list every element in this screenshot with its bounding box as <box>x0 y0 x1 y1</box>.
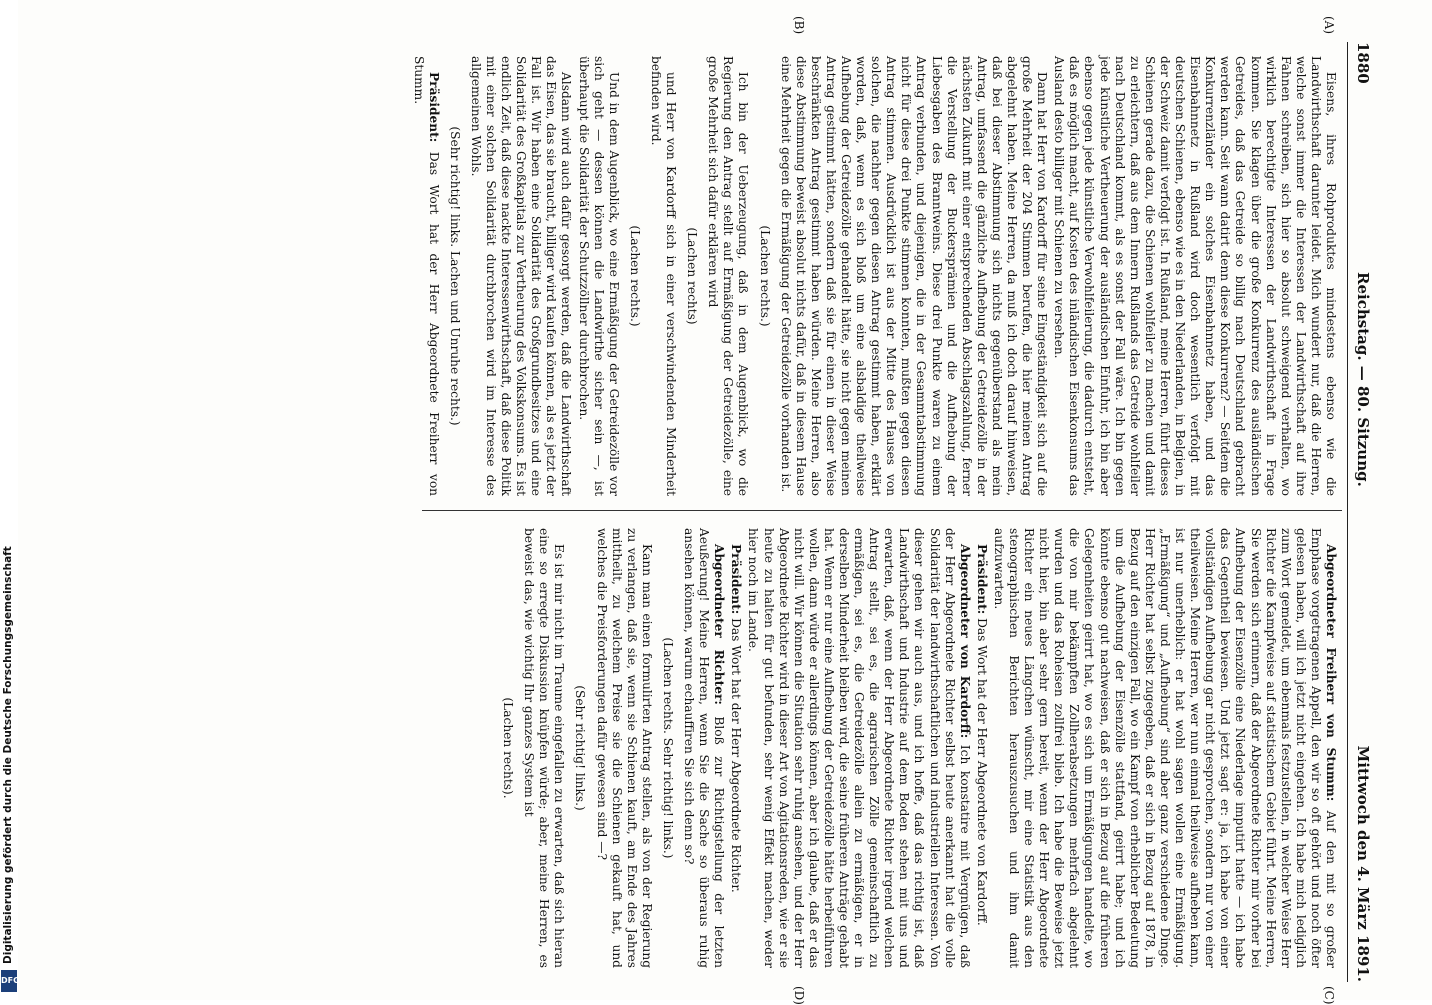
speaker-paragraph <box>745 528 971 968</box>
right-column <box>494 528 1338 968</box>
running-header <box>1346 42 1376 982</box>
reaction: (Lachen rechts). <box>501 697 516 799</box>
speaker-name: Abgeordneter von Kardorff: <box>957 544 972 739</box>
page-number: 1880 <box>1354 42 1372 84</box>
header-rule <box>1347 42 1348 982</box>
paragraph: Alsdann wird auch dafür gesorgt werden, daß die Landwirthschaft das Eisen, das sie braucht, billiger wird kaufen können, als es jetzt der Fall ist. Wir haben eine Solidarität des Großgrundbesitzes und eine Solidarität des Großkapitals zur Vertheurung des Volkskonsums. Es ist endlich Zeit, daß diese nackte Interessenwirthschaft, daß diese Politik mit einer solchen Solidarität durchbrochen wird im Interesse des allgemeinen Wohls. <box>468 56 574 496</box>
speaker-name: Präsident: <box>729 544 744 615</box>
margin-mark-c: (C) <box>1322 986 1336 1005</box>
speech-text: Ich konstatire mit Vergnügen, daß der Herr Abgeordnete Richter selbst heute anerkannt hat die volle Solidarität der landwirthschaftlichen und industriellen Interessen. Von dieser gehen wir auch aus, und ich hoffe, daß das richtig ist, daß Landwirthschaft und Industrie auf dem Boden stehen mit uns und erwarten, daß, wenn der Herr Abgeordnete Richter irgend welchen Antrag stellt, sei es, die agrarischen Zölle gemeinschaftlich zu ermäßigen, sei es, die Getreidezölle allein zu ermäßigen, er in derselben Minderheit bleiben wird, die seine früheren Anträge gehabt hat. Wenn er nur eine Aufhebung der Getreidezölle hätte herbeiführen wollen, dann würde er allerdings können, aber ich glaube, daß er das nicht will. Wir können die Situation sehr ruhig ansehen, und der Herr Abgeordnete Richter wird in dieser Art von Agitationsreden, wie er sie heute zu halten für gut befunden, sehr wenig Effekt machen, weder hier noch im Lande. <box>746 528 972 968</box>
section-title: Reichstag. — 80. Sitzung. <box>1354 272 1372 487</box>
speaker-name: Präsident: <box>426 72 441 143</box>
reaction: (Lachen rechts) <box>685 227 700 325</box>
session-date: Mittwoch den 4. März 1891. <box>1354 745 1372 982</box>
reaction: (Lachen rechts.) <box>757 225 772 327</box>
margin-mark-d: (D) <box>792 986 806 1005</box>
credit-text: Digitalisierung gefördert durch die Deutsche Forschungsgemeinschaft <box>2 546 14 964</box>
speaker-name: Abgeordneter Freiherr von Stumm: <box>1324 544 1338 802</box>
speaker-name: Präsident: <box>974 544 989 615</box>
paragraph: Kann man einen formulirten Antrag stellen, als von der Regierung zu verlangen, daß sie, wenn sie Schienen kauft, am Ende des Jahres mittheilt, zu welchem Preise sie die Schienen gekauft hat, und welches die Preisforderungen dafür gewesen sind —? <box>594 528 654 968</box>
paragraph: Eisens, ihres Rohproduktes mindestens ebenso wie die Landwirthschaft darunter leidet. Mich wundert nur, daß die Herren, welche sonst immer die Interessen der Landwirthschaft auf ihre Fahnen schreiben, sich hier so absolut schweigend verhalten, wo wirklich berechtigte Interessen der Landwirthschaft in Frage kommen. Sie klagen über die große Konkurrenz des ausländischen Getreides, daß das Getreide so billig nach Deutschland gebracht werden kann. Seit wann datirt denn diese Konkurrenz? — Seitdem die Konkurrenzländer ein solches Eisenbahnnetz haben, und das Eisenbahnnetz in Rußland wird doch wesentlich verfolgt mit deutschen Schienen, ebenso wie es in den Niederlanden, in Belgien, in der Schweiz damit verfolgt ist. In Rußland, meine Herren, führt dieses Schienen gerade dazu, die Schienen wohlfeiler zu machen und damit zu erleichtern, daß aus dem Innern Rußlands das Getreide wohlfeiler nach Deutschland kommt, als es sonst der Fall wäre. Ich bin gegen jede künstliche Vertheuerung der ausländischen Einfuhr, ich bin aber ebenso gegen jede künstliche Verwohlfeilerung, die dadurch entsteht, daß es möglich macht, auf Kosten des inländischen Eisenkonsums das Ausland desto billiger mit Schienen zu versehen. <box>1052 56 1338 496</box>
reaction: (Lachen rechts. Sehr richtig! links.) <box>660 637 675 859</box>
paragraph: Es ist mir nicht im Traume eingefallen zu erwarten, daß sich hieran eine so erregte Diskussion knüpfen würde; aber, meine Herren, es beweist das, wie wichtig Ihr ganzes System ist <box>522 528 567 968</box>
column-divider <box>422 510 1342 511</box>
speech-text: Auf den mit so großer Emphase vorgetragenen Appell, den wir so oft gehört und noch öfter gelesen haben, will ich jetzt nicht eingehen. Ich habe mich lediglich zum Wort gemeldet, um ebenmals festzustellen, in welcher Weise Herr Richter die Kampfweise auf statistischem Gebiet führt. Meine Herren, Sie werden sich erinnern, daß der Abgeordnete Richter mir vorher bei Aufhebung der Eisenzölle eine Niederlage imputirt hatte — ich habe das Gegentheil bewiesen. Und jetzt sagt er: ja, ich habe von einer vollständigen Aufhebung gar nicht gesprochen, sondern nur von einer theilweisen. Meine Herren, wer nun einmal theilweise aufheben kann, ist nur unerheblich: er hat wohl sagen wollen eine Ermäßigung. „Ermäßigung“ und „Aufhebung“ sind aber ganz verschiedene Dinge. Herr Richter hat selbst zugegeben, daß er sich in Bezug auf 1878, in Bezug auf den einzigen Fall, wo ein Kampf von erheblicher Bedeutung um die Aufhebung der Eisenzölle stattfand, geirrt habe; und ich könnte ebenso gut nachweisen, daß er sich in Bezug auf die früheren Gelegenheiten geirrt hat, wo es sich um Ermäßigungen handelte, wo die von mir bekämpften Zollherabsetzungen mehrfach abgelehnt wurden und das Roheisen zollfrei blieb. Ich habe die Beweise jetzt nicht hier, bin aber sehr gern bereit, wenn der Herr Abgeordnete Richter ein neues Längchen wünscht, mir eine Statistik aus den stenographischen Berichten herauszusuchen und ihm damit aufzuwarten. <box>991 528 1338 969</box>
dfg-logo: DFG <box>1 970 17 992</box>
reaction: (Sehr richtig! links. Lachen und Unruhe rechts.) <box>447 126 462 426</box>
digitization-credit-bar <box>0 0 18 1000</box>
margin-mark-b: (B) <box>792 16 806 35</box>
rotated-document-page <box>126 16 1376 1005</box>
speaker-paragraph <box>681 528 726 968</box>
speech-text: Das Wort hat der Herr Abgeordnete Freiherr von Stumm. <box>411 56 441 497</box>
speaker-paragraph <box>974 528 989 968</box>
speaker-paragraph <box>728 528 743 968</box>
speaker-paragraph <box>411 56 441 496</box>
speaker-name: Abgeordneter Richter: <box>712 544 727 705</box>
paragraph: Dann hat Herr von Kardorff für seine Eingeständigkeit sich auf die große Mehrheit der 204 Stimmen berufen, die hier meinen Antrag abgelehnt haben. Meine Herren, da muß ich doch darauf hinweisen, daß bei dieser Abstimmung sich nichts gegenüberstand als mein Antrag, umfassend die gänzliche Aufhebung der Getreidezölle in der nächsten Zukunft mit einer entsprechenden Abschlagszahlung, ferner die Verstellung der Buckersprämien und die Aufhebung der Liebesgaben des Branntweins. Diese drei Punkte waren zu einem Antrag verbunden, und diejenigen, die in der Gesammtabstimmung nicht für diese drei Punkte stimmen konnten, mußten gegen diesen Antrag stimmen. Ausdrücklich ist aus der Mitte des Hauses von solchen, die nachher gegen diesen Antrag gestimmt haben, erklärt worden, daß, wenn es sich bloß um eine alsbaldige theilweise Aufhebung der Getreidezölle gehandelt hätte, sie nicht gegen meinen Antrag gestimmt hätten, sondern daß sie für einen in dieser Weise beschränkten Antrag gestimmt haben würden. Meine Herren, also diese Abstimmung beweist absolut nichts dafür, daß in diesem Hause eine Mehrheit gegen die Ermäßigung der Getreidezölle vorhanden ist. <box>778 56 1050 496</box>
paragraph: Und in dem Augenblick, wo eine Ermäßigung der Getreidezölle vor sich geht — dessen können die Landwirthe sicher sein —, ist überhaupt die Solidarität der Schutzzöllner durchbrochen. <box>576 56 621 496</box>
reaction: (Lachen rechts.) <box>627 225 642 327</box>
paragraph: Ich bin der Ueberzeugung, daß in dem Augenblick, wo die Regierung den Antrag stellt auf Ermäßigung der Getreidezölle, eine große Mehrheit sich dafür erklären wird <box>706 56 751 496</box>
speech-text: Das Wort hat der Herr Abgeordnete von Kardorff. <box>974 618 989 926</box>
speech-text: Bloß zur Richtigstellung der letzten Aeußerung! Meine Herren, wenn Sie die Sache so überaus ruhig ansehen können, warum echauffiren Sie sich denn so? <box>682 528 727 968</box>
paragraph: und Herr von Kardorff sich in einer verschwindenden Minderheit befinden wird. <box>648 56 679 496</box>
margin-mark-a: (A) <box>1322 16 1336 35</box>
left-column <box>409 56 1338 496</box>
reaction: (Sehr richtig! links.) <box>573 685 588 811</box>
speech-text: Das Wort hat der Herr Abgeordnete Richter. <box>729 618 744 893</box>
speaker-paragraph <box>991 528 1338 968</box>
